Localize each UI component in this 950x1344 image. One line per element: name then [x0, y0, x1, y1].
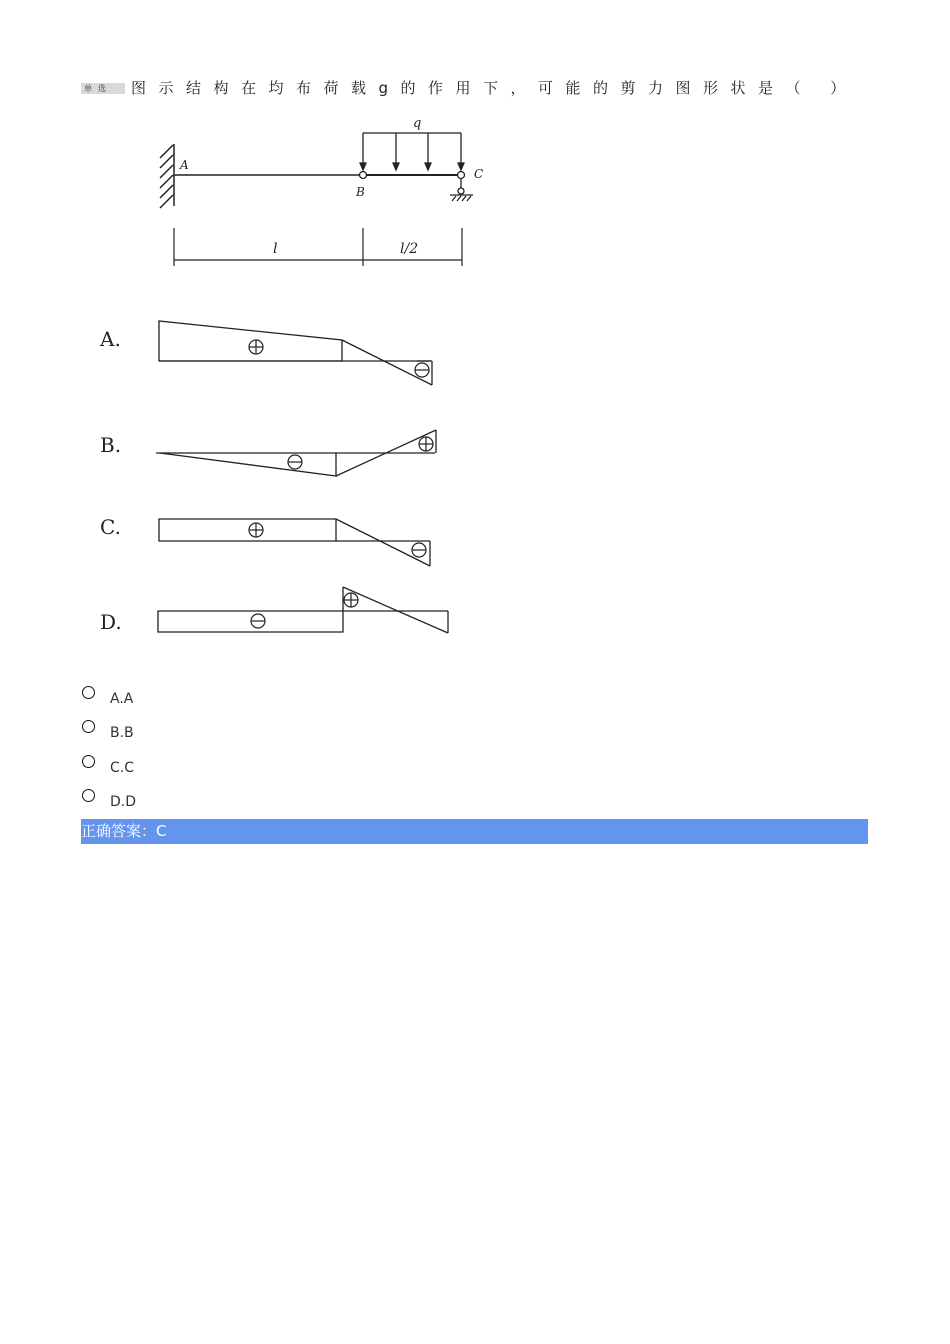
minus-sign-icon [288, 455, 302, 469]
minus-sign-icon [415, 363, 429, 377]
option-label: C.C [110, 760, 135, 776]
dimension-line [174, 228, 462, 266]
option-b[interactable] [81, 717, 281, 743]
radio-button[interactable] [82, 686, 95, 699]
hinge-b-icon [360, 172, 367, 179]
diagram-label-a: A. [100, 327, 121, 351]
distributed-load-icon [360, 133, 464, 170]
shear-diagram-d [158, 587, 448, 633]
node-label-a: A [180, 158, 189, 172]
plus-sign-icon [249, 523, 263, 537]
question-text: 图示结构在均布荷载g的作用下，可能的剪力图形状是（ ） [131, 79, 858, 97]
radio-button[interactable] [82, 755, 95, 768]
node-label-b: B [356, 185, 365, 199]
option-c[interactable] [81, 752, 281, 778]
dimension-label-half-l: l/2 [400, 241, 419, 257]
plus-sign-icon [344, 593, 358, 607]
radio-button[interactable] [82, 720, 95, 733]
question-type-tag: 单选 [81, 83, 125, 94]
plus-sign-icon [419, 437, 433, 451]
option-a[interactable] [81, 683, 281, 709]
option-label: A.A [110, 691, 134, 707]
radio-button[interactable] [82, 789, 95, 802]
plus-sign-icon [249, 340, 263, 354]
load-label: q [413, 116, 422, 131]
correct-answer-bar: 正确答案：C [81, 819, 868, 844]
option-label: B.B [110, 725, 134, 741]
option-d[interactable] [81, 786, 281, 812]
fixed-support-icon [160, 144, 174, 208]
minus-sign-icon [412, 543, 426, 557]
diagram-label-b: B. [100, 433, 122, 457]
structure-figure [80, 100, 500, 655]
minus-sign-icon [251, 614, 265, 628]
diagram-label-c: C. [100, 515, 121, 539]
diagram-label-d: D. [100, 610, 122, 634]
shear-diagram-c [159, 519, 430, 566]
question [81, 76, 871, 100]
shear-diagram-a [159, 321, 432, 385]
dimension-label-l: l [273, 241, 278, 257]
option-label: D.D [110, 794, 137, 810]
node-label-c: C [474, 167, 484, 181]
beam-and-shear-diagrams [80, 100, 500, 655]
